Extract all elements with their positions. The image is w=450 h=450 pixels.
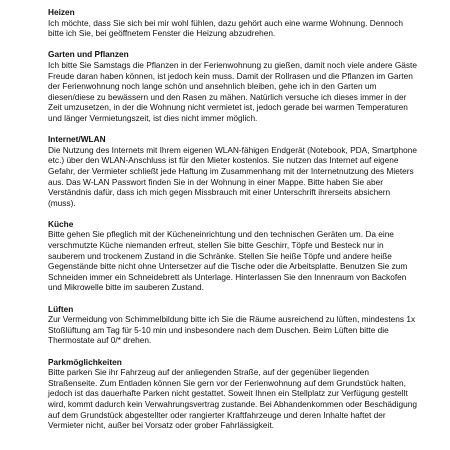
document-page	[48, 7, 420, 441]
section-body: Bitte gehen Sie pfleglich mit der Kücheneinrichtung und den technischen Geräten um. Da eine verschmutzte Küche niemanden erfreut, stellen Sie bitte Geschirr, Töpfe und Besteck nur in sauberem und trockenem Zustand in die Schränke. Stellen Sie heiße Töpfe und andere heiße Gegenstände bitte nicht ohne Untersetzer auf die Tische oder die Arbeitsplatte. Benutzen Sie zum Schneiden immer ein Schneidebrett als Unterlage. Hinterlassen Sie den Innenraum von Backofen und Mikrowelle bitte im sauberen Zustand.	[48, 229, 408, 293]
section-lueften	[48, 304, 420, 346]
section-heading: Parkmöglichkeiten	[48, 356, 122, 367]
section-body: Ich möchte, dass Sie sich bei mir wohl fühlen, dazu gehört auch eine warme Wohnung. Dennoch bitte ich Sie, bei geöffnetem Fenster die Heizung abzudrehen.	[48, 17, 403, 39]
section-garten-und-pflanzen	[48, 49, 420, 123]
section-internet-wlan	[48, 134, 420, 208]
section-kueche	[48, 219, 420, 293]
section-body: Bitte parken Sie ihr Fahrzeug auf der anliegenden Straße, auf der gegenüber liegenden Straßenseite. Zum Entladen können Sie gern vor der Ferienwohnung auf dem Grundstück halten, jedoch ist das dauerhafte Parken nicht gestattet. Soweit Ihnen ein Stellplatz zur Verfügung gestellt wird, kommt dadurch kein Verwahrungsvertrag zustande. Bei Abhandenkommen oder Beschädigung auf dem Grundstück abgestellter oder rangierter Kraftfahrzeuge und deren Inhalte haftet der Vermieter nicht, außer bei Vorsatz oder grober Fahrlässigkeit.	[48, 367, 417, 431]
section-body: Zur Vermeidung von Schimmelbildung bitte ich Sie die Räume ausreichend zu lüften, mindestens 1x Stoßlüftung am Tag für 5-10 min und insbesondere nach dem Duschen. Beim Lüften bitte die Thermostate auf 0/* drehen.	[48, 314, 416, 346]
section-heading: Lüften	[48, 303, 74, 314]
section-heizen	[48, 7, 420, 39]
section-body: Die Nutzung des Internets mit Ihrem eigenen WLAN-fähigen Endgerät (Notebook, PDA, Smartphone etc.) über den WLAN-Anschluss ist für den Mieter kostenlos. Sie nutzen das Internet auf eigene Gefahr, der Vermieter schließt jede Haftung im Zusammenhang mit der Internetnutzung des Mieters aus. Das W-LAN Passwort finden Sie in der Wohnung in einer Mappe. Bitte haben Sie aber Verständnis dafür, dass ich mich gegen Missbrauch mit einer Unterschrift ihrerseits absichern (muss).	[48, 144, 417, 208]
section-body: Ich bitte Sie Samstags die Pflanzen in der Ferienwohnung zu gießen, damit noch viele andere Gäste Freude daran haben können, ist jedoch kein muss. Damit der Rollrasen und die Pflanzen im Garten der Ferienwohnung noch lange schön und ansehnlich bleiben, gehe ich in den Garten um diesen/diese zu bewässern und den Rasen zu mähen. Natürlich versuche ich dieses immer in der Zeit umzusetzen, in der die Wohnung nicht vermietet ist, jedoch gerade bei warmen Temperaturen und länger Vermietungszeit, ist dies nicht immer möglich.	[48, 59, 417, 123]
section-heading: Küche	[48, 218, 74, 229]
section-heading: Garten und Pflanzen	[48, 49, 129, 60]
section-heading: Internet/WLAN	[48, 134, 106, 145]
section-heading: Heizen	[48, 7, 75, 17]
section-parkmoeglichkeiten	[48, 357, 420, 431]
